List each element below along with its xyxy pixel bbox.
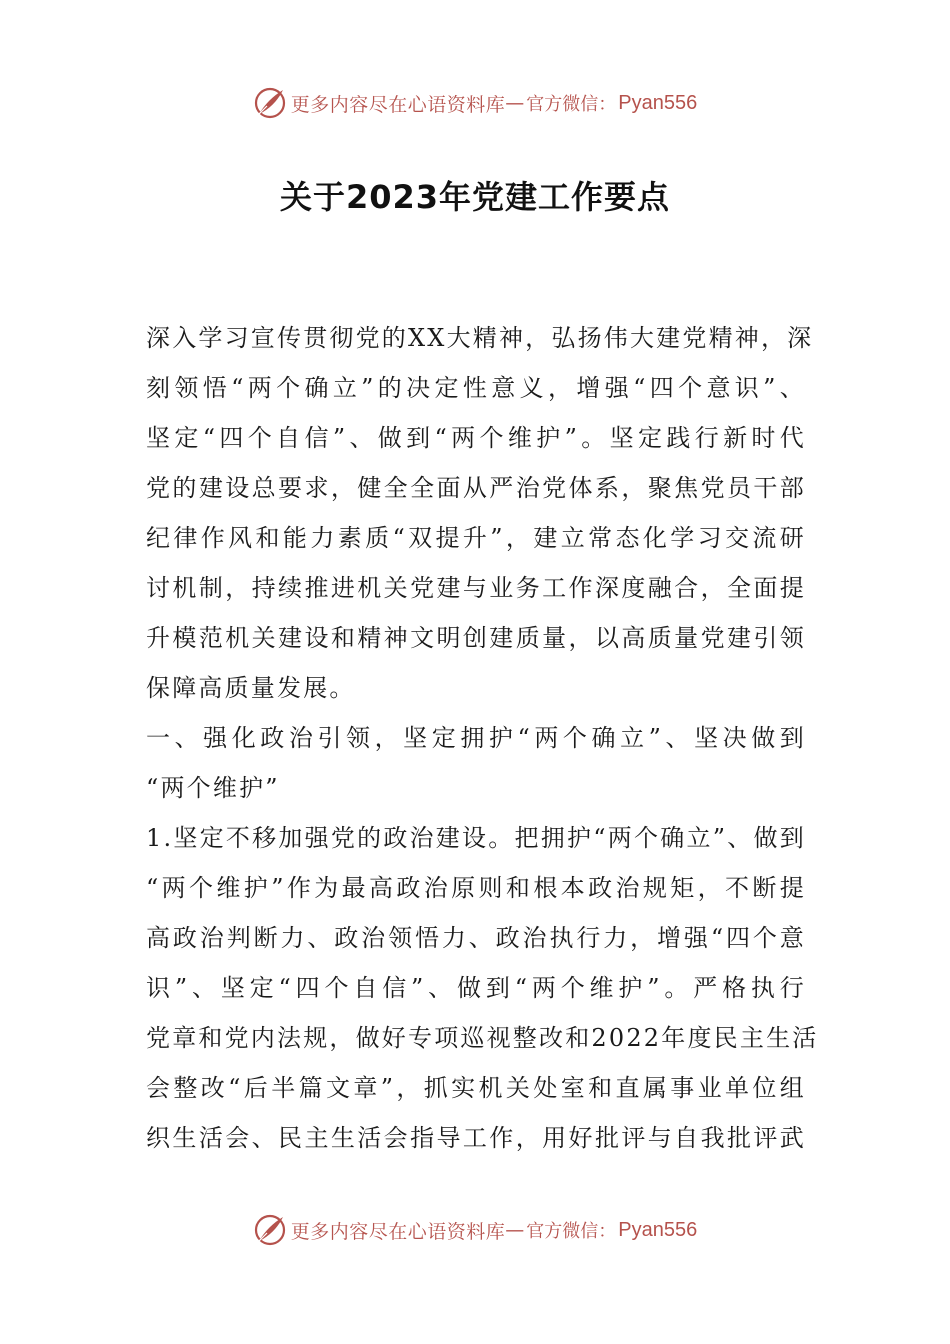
quill-pen-logo-icon [253,1213,287,1247]
body-line: “两个维护”作为最高政治原则和根本政治规矩，不断提 [146,874,806,902]
body-line: 讨机制，持续推进机关党建与业务工作深度融合，全面提 [146,574,806,602]
watermark-text: 更多内容尽在心语资料库 [290,1220,506,1243]
body-line: 保障高质量发展。 [146,674,356,702]
section-heading-line: “两个维护” [146,774,280,802]
body-line: 党的建设总要求，健全全面从严治党体系，聚焦党员干部 [146,474,806,502]
watermark-banner-bottom [0,1210,950,1250]
watermark-separator: — [505,1219,525,1241]
body-line: 1.坚定不移加强党的政治建设。把拥护“两个确立”、做到 [146,824,806,852]
watermark-banner-top [0,83,950,123]
body-line: 会整改“后半篇文章”，抓实机关处室和直属事业单位组 [146,1074,806,1102]
body-line: 纪律作风和能力素质“双提升”，建立常态化学习交流研 [146,524,806,552]
body-line: 深入学习宣传贯彻党的XX大精神，弘扬伟大建党精神，深 [146,324,814,352]
body-line: 党章和党内法规，做好专项巡视整改和2022年度民主生活 [146,1024,819,1052]
body-line: 刻领悟“两个确立”的决定性意义，增强“四个意识”、 [146,374,806,402]
watermark-text: 更多内容尽在心语资料库 [290,93,506,116]
watermark-separator: — [505,92,525,114]
watermark-wechat-id: Pyan556 [618,1218,698,1241]
section-heading-line: 一、强化政治引领，坚定拥护“两个确立”、坚决做到 [146,724,806,752]
body-line: 识”、坚定“四个自信”、做到“两个维护”。严格执行 [146,974,806,1002]
body-line: 坚定“四个自信”、做到“两个维护”。坚定践行新时代 [146,424,806,452]
quill-pen-logo-icon [253,86,287,120]
document-body [146,313,819,1163]
watermark-wechat-id: Pyan556 [618,91,698,114]
body-line: 升模范机关建设和精神文明创建质量，以高质量党建引领 [146,624,806,652]
watermark-wechat-label: 官方微信： [526,1221,617,1242]
body-line: 高政治判断力、政治领悟力、政治执行力，增强“四个意 [146,924,806,952]
watermark-wechat-label: 官方微信： [526,94,617,115]
body-line: 织生活会、民主生活会指导工作，用好批评与自我批评武 [146,1124,806,1152]
document-title: 关于2023年党建工作要点 [279,178,671,216]
